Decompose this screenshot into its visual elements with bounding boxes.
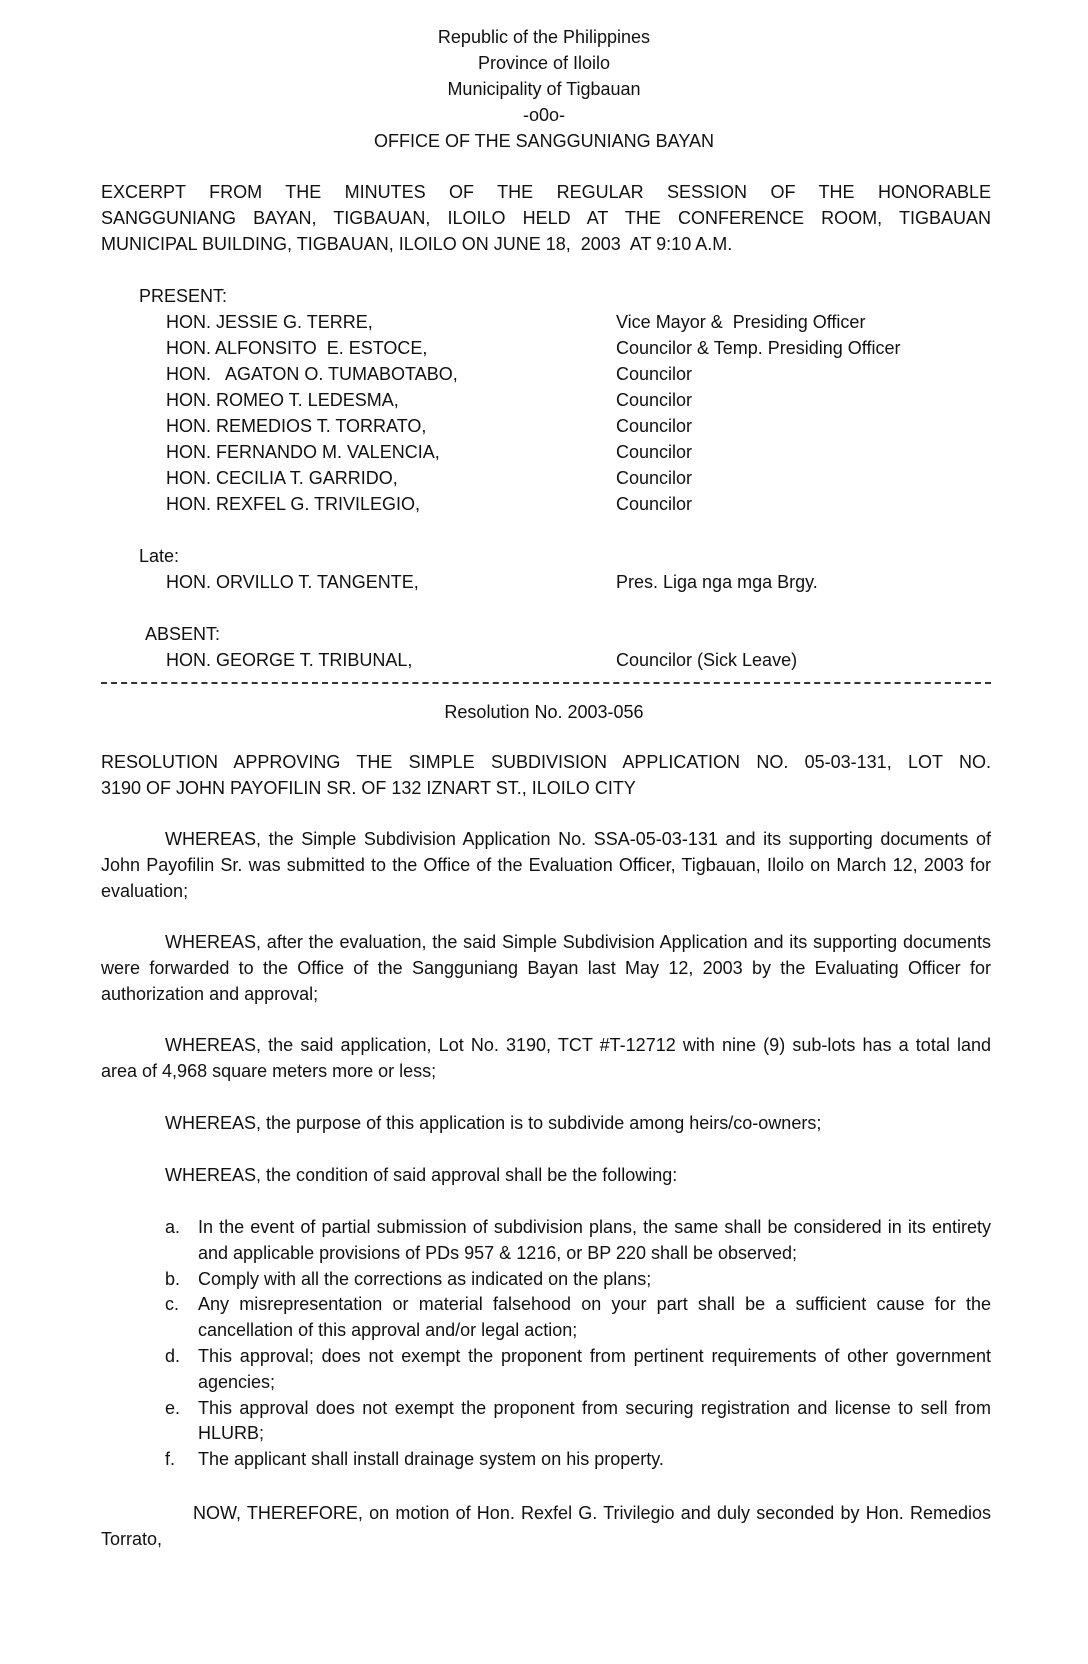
header-province: Province of Iloilo (477, 53, 611, 73)
whereas-paragraph: WHEREAS, the purpose of this application is to subdivide among heirs/co-owners; (165, 1113, 822, 1133)
attendee-role: Councilor (616, 364, 693, 384)
condition-marker: c. (165, 1294, 180, 1315)
condition-item (165, 1267, 991, 1293)
condition-item (165, 1215, 991, 1267)
condition-text: This approval; does not exempt the proponent from pertinent requirements of other government agencies; (198, 1345, 991, 1392)
condition-marker: e. (165, 1397, 181, 1418)
condition-text: Comply with all the corrections as indicated on the plans; (198, 1268, 652, 1289)
absent-member-role: Councilor (Sick Leave) (616, 650, 798, 670)
attendee-role: Councilor (616, 468, 693, 488)
whereas-paragraph: WHEREAS, the condition of said approval shall be the following: (165, 1165, 678, 1185)
excerpt-line: EXCERPT FROM THE MINUTES OF THE REGULAR SESSION OF THE HONORABLE (101, 182, 991, 202)
condition-item (165, 1344, 991, 1396)
late-attendee-name: HON. ORVILLO T. TANGENTE, (166, 572, 419, 592)
absent-member-name: HON. GEORGE T. TRIBUNAL, (166, 650, 413, 670)
attendee-role: Councilor (616, 416, 693, 436)
condition-marker: b. (165, 1268, 181, 1289)
resolution-number: Resolution No. 2003-056 (444, 702, 644, 722)
now-therefore-paragraph: NOW, THEREFORE, on motion of Hon. Rexfel G. Trivilegio and duly seconded by Hon. Remedios Torrato, (101, 1503, 991, 1549)
condition-item (165, 1447, 991, 1473)
attendee-name: HON. FERNANDO M. VALENCIA, (166, 442, 440, 462)
whereas-paragraph: WHEREAS, after the evaluation, the said Simple Subdivision Application and its supporting documents were forwarded to the Office of the Sangguniang Bayan last May 12, 2003 by the Evaluating Officer for authorization and approval; (101, 932, 991, 1004)
excerpt-line: SANGGUNIANG BAYAN, TIGBAUAN, ILOILO HELD AT THE CONFERENCE ROOM, TIGBAUAN (101, 207, 991, 228)
attendee-name: HON. ALFONSITO E. ESTOCE, (166, 338, 428, 358)
condition-marker: d. (165, 1345, 181, 1366)
attendee-role: Councilor (616, 390, 693, 410)
header-office: OFFICE OF THE SANGGUNIANG BAYAN (373, 131, 715, 151)
whereas-paragraph: WHEREAS, the Simple Subdivision Application No. SSA-05-03-131 and its supporting documents of John Payofilin Sr. was submitted to the Office of the Evaluation Officer, Tigbauan, Iloilo on March 12, 2003 for evaluation; (101, 829, 991, 901)
attendee-name: HON. JESSIE G. TERRE, (166, 312, 373, 332)
attendee-name: HON. CECILIA T. GARRIDO, (166, 468, 398, 488)
absent-label: ABSENT: (145, 624, 221, 644)
late-attendee-role: Pres. Liga nga mga Brgy. (616, 572, 818, 592)
excerpt-heading (101, 180, 991, 257)
late-label: Late: (139, 546, 180, 566)
condition-marker: a. (165, 1217, 181, 1237)
whereas-paragraph: WHEREAS, the said application, Lot No. 3190, TCT #T-12712 with nine (9) sub-lots has a total land area of 4,968 square meters more or less; (101, 1035, 991, 1081)
attendee-role: Councilor (616, 494, 693, 514)
attendee-name: HON. REXFEL G. TRIVILEGIO, (166, 494, 421, 514)
attendee-name: HON. ROMEO T. LEDESMA, (166, 390, 399, 410)
attendee-role: Councilor & Temp. Presiding Officer (616, 338, 901, 358)
present-label: PRESENT: (139, 286, 228, 306)
condition-item (165, 1292, 991, 1344)
resolution-title-line: RESOLUTION APPROVING THE SIMPLE SUBDIVISION APPLICATION NO. 05-03-131, LOT NO. (101, 752, 991, 772)
header-separator: -o0o- (522, 105, 566, 125)
condition-text: The applicant shall install drainage system on his property. (198, 1449, 664, 1470)
attendee-name: HON. AGATON O. TUMABOTABO, (166, 364, 458, 384)
condition-text: This approval does not exempt the proponent from securing registration and license to sell from HLURB; (198, 1397, 991, 1444)
condition-item (165, 1396, 991, 1448)
attendee-role: Councilor (616, 442, 693, 462)
conditions-list (165, 1215, 991, 1473)
attendee-role: Vice Mayor & Presiding Officer (616, 312, 866, 332)
resolution-title-line: 3190 OF JOHN PAYOFILIN SR. OF 132 IZNART ST., ILOILO CITY (101, 777, 636, 798)
header-municipality: Municipality of Tigbauan (447, 79, 641, 99)
excerpt-line: MUNICIPAL BUILDING, TIGBAUAN, ILOILO ON JUNE 18, 2003 AT 9:10 A.M. (101, 233, 733, 254)
attendee-name: HON. REMEDIOS T. TORRATO, (166, 416, 427, 436)
condition-marker: f. (165, 1449, 176, 1470)
condition-text: Any misrepresentation or material falsehood on your part shall be a sufficient cause for the cancellation of this approval and/or legal action; (198, 1294, 991, 1341)
dashed-divider (101, 682, 991, 684)
header-republic: Republic of the Philippines (437, 27, 651, 47)
condition-text: In the event of partial submission of subdivision plans, the same shall be considered in its entirety and applicable provisions of PDs 957 & 1216, or BP 220 shall be observed; (198, 1217, 991, 1263)
resolution-title (101, 750, 991, 802)
